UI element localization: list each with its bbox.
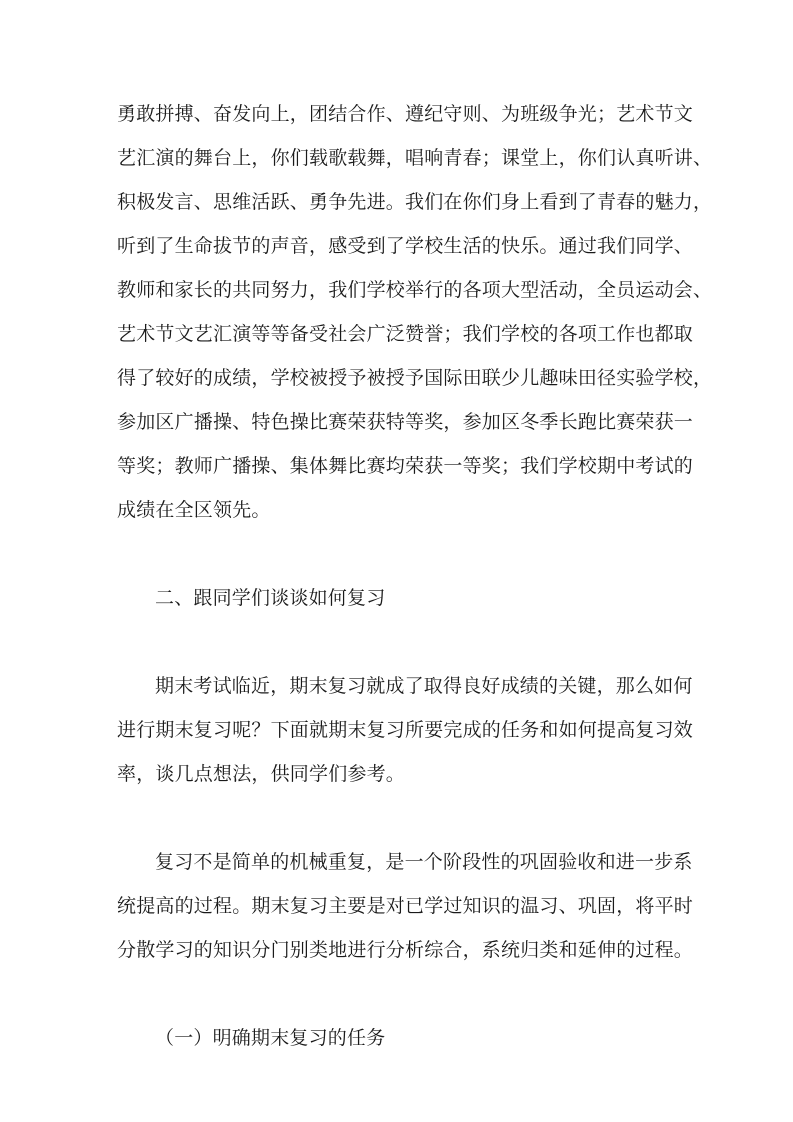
text-line: 期末考试临近，期末复习就成了取得良好成绩的关键，那么如何 <box>155 675 693 697</box>
text-line: 听到了生命拔节的声音，感受到了学校生活的快乐。通过我们同学、 <box>117 235 694 257</box>
text-line: 勇敢拼搏、奋发向上，团结合作、遵纪守则、为班级争光；艺术节文 <box>117 103 694 125</box>
text-line: 积极发言、思维活跃、勇争先进。我们在你们身上看到了青春的魅力， <box>117 191 713 213</box>
text-line: 等奖；教师广播操、集体舞比赛均荣获一等奖；我们学校期中考试的 <box>117 455 694 477</box>
section-heading: 二、跟同学们谈谈如何复习 <box>155 587 386 609</box>
text-line: 分散学习的知识分门别类地进行分析综合，系统归类和延伸的过程。 <box>117 939 694 961</box>
text-line: 进行期末复习呢？下面就期末复习所要完成的任务和如何提高复习效 <box>117 719 694 741</box>
subsection-heading: （一）明确期末复习的任务 <box>155 1027 386 1049</box>
text-line: 成绩在全区领先。 <box>117 499 271 521</box>
text-line: 艺汇演的舞台上，你们载歌载舞，唱响青春；课堂上，你们认真听讲、 <box>117 147 713 169</box>
text-line: 统提高的过程。期末复习主要是对已学过知识的温习、巩固，将平时 <box>117 895 694 917</box>
text-line: 率，谈几点想法，供同学们参考。 <box>117 763 406 785</box>
text-line: 艺术节文艺汇演等等备受社会广泛赞誉；我们学校的各项工作也都取 <box>117 323 694 345</box>
text-line: 得了较好的成绩，学校被授予被授予国际田联少儿趣味田径实验学校， <box>117 367 713 389</box>
text-line: 教师和家长的共同努力，我们学校举行的各项大型活动，全员运动会、 <box>117 279 713 301</box>
text-line: 参加区广播操、特色操比赛荣获特等奖，参加区冬季长跑比赛荣获一 <box>117 411 694 433</box>
text-line: 复习不是简单的机械重复，是一个阶段性的巩固验收和进一步系 <box>155 851 693 873</box>
